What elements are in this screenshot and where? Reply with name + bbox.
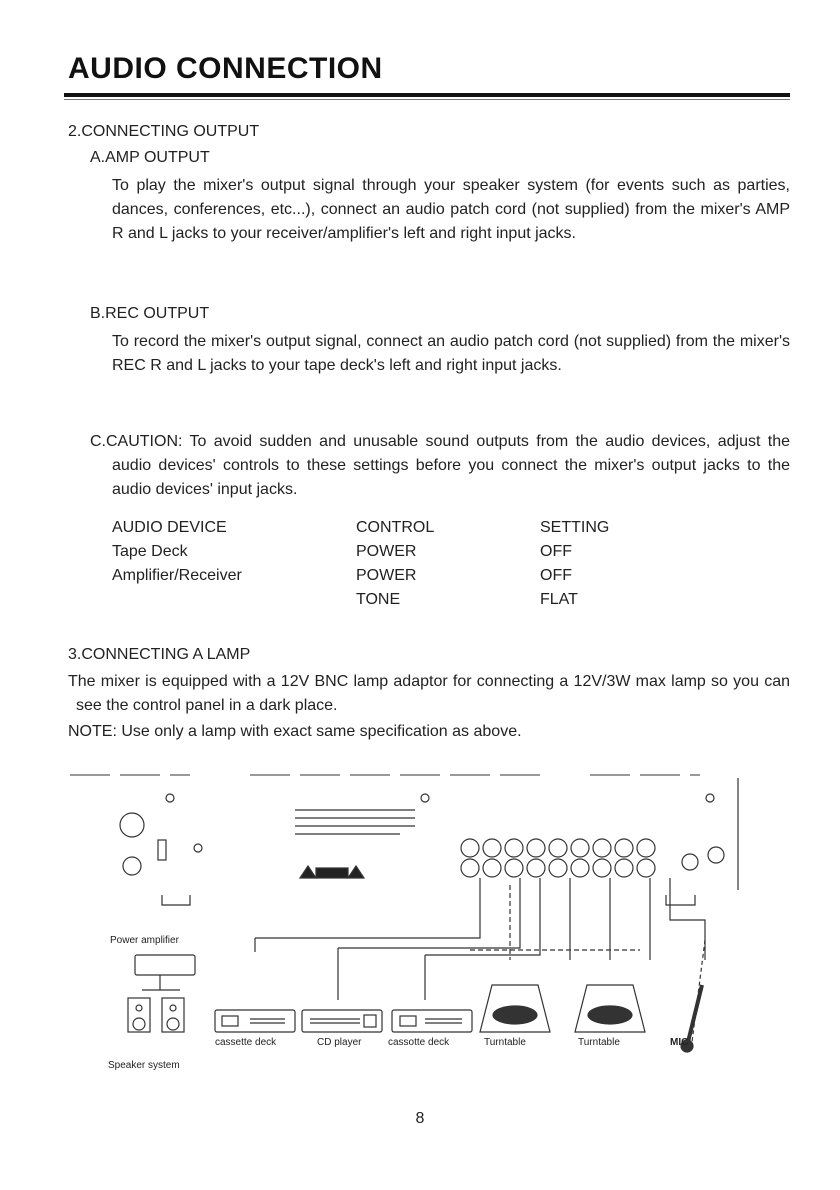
title-rule-thin: [64, 99, 790, 100]
amp-output-heading: A.AMP OUTPUT: [90, 149, 210, 166]
rec-output-heading: B.REC OUTPUT: [90, 305, 210, 322]
cassette-deck-label: cassette deck: [215, 1037, 277, 1048]
connection-diagram-svg: [70, 770, 770, 1090]
caution-text: C.CAUTION: To avoid sudden and unusable sound outputs from the audio devices, adjust the audio devices' controls to these settings before you connect the mixer's output jacks to the audio devices' input jacks.: [90, 433, 790, 498]
column-setting: [540, 516, 609, 612]
section-3-heading: 3.CONNECTING A LAMP: [68, 646, 251, 663]
table-cell: Tape Deck: [112, 543, 188, 560]
page-number: 8: [415, 1110, 425, 1127]
lamp-text: The mixer is equipped with a 12V BNC lamp adaptor for connecting a 12V/3W max lamp so you can see the control panel in a dark place.: [68, 673, 790, 714]
page-title: AUDIO CONNECTION: [68, 52, 383, 85]
table-header-cell: AUDIO DEVICE: [112, 519, 227, 536]
cd-player-label: CD player: [317, 1037, 362, 1048]
section-2-heading: 2.CONNECTING OUTPUT: [68, 123, 260, 140]
table-header-cell: CONTROL: [356, 519, 435, 536]
title-rule: [64, 93, 790, 97]
table-cell: OFF: [540, 567, 572, 584]
rec-output-text: To record the mixer's output signal, connect an audio patch cord (not supplied) from the mixer's REC R and L jacks to your tape deck's left and right input jacks.: [112, 333, 790, 374]
table-cell: POWER: [356, 543, 417, 560]
settings-table: [112, 516, 712, 616]
column-control: [356, 516, 434, 612]
table-cell: POWER: [356, 567, 417, 584]
table-cell: Amplifier/Receiver: [112, 567, 242, 584]
lamp-note: NOTE: Use only a lamp with exact same specification as above.: [68, 723, 522, 740]
table-cell: TONE: [356, 591, 401, 608]
table-header-cell: SETTING: [540, 519, 610, 536]
amp-output-text: To play the mixer's output signal through your speaker system (for events such as parties, dances, conferences, etc...), connect an audio patch cord (not supplied) from the mixer's AMP R and L jacks to your receiver/amplifier's left and right input jacks.: [112, 177, 790, 242]
table-cell: OFF: [540, 543, 572, 560]
cassette-deck-2-label: cassotte deck: [388, 1037, 450, 1048]
turntable-1-label: Turntable: [484, 1037, 526, 1048]
power-amplifier-label: Power amplifier: [110, 935, 179, 946]
speaker-system-label: Speaker system: [108, 1060, 180, 1071]
connection-diagram: [70, 770, 770, 1090]
table-cell: FLAT: [540, 591, 578, 608]
column-audio-device: [112, 516, 242, 612]
mic-label: MIC: [670, 1037, 689, 1048]
turntable-2-label: Turntable: [578, 1037, 620, 1048]
table-cell: [112, 588, 242, 612]
